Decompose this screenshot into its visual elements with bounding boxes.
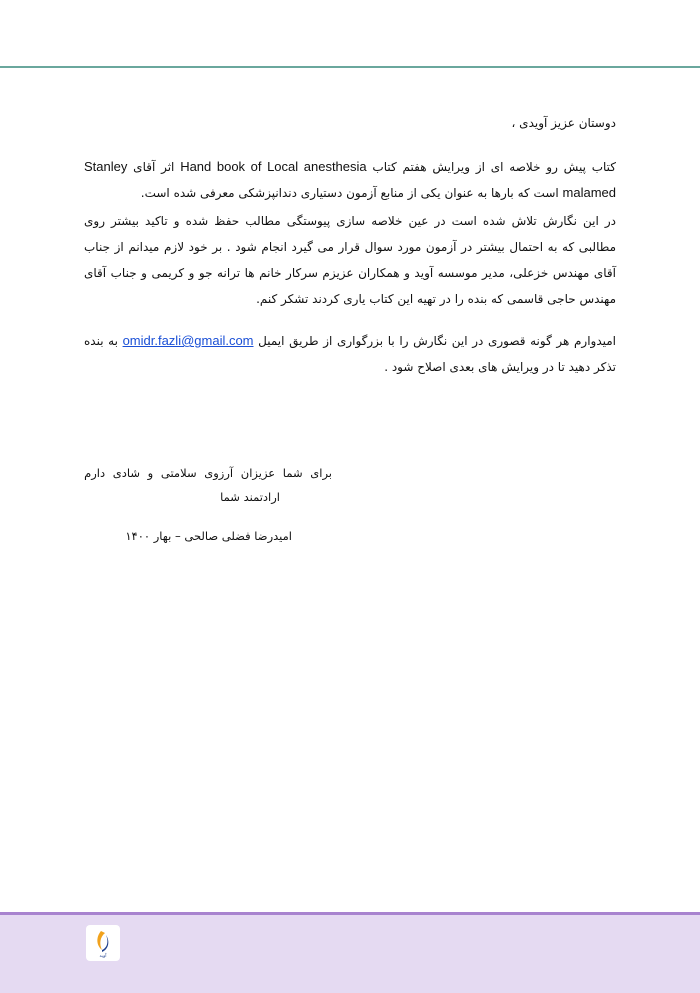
avid-logo-icon (86, 925, 120, 961)
logo-text: آوید (99, 954, 107, 959)
author-signature: امیدرضا فضلی صالحی – بهار ۱۴۰۰ (125, 529, 292, 543)
p3-lead: امیدوارم هر گونه قصوری در این نگارش را با بزرگواری از طریق ایمیل (253, 334, 616, 348)
header-rule (0, 66, 700, 68)
paragraph-feedback (84, 328, 616, 380)
p1-tail: است که بارها به عنوان یکی از منابع آزمون دستیاری دندانپزشکی معرفی شده است. (140, 186, 563, 200)
p3-tail: به بنده تذکر دهید تا در ویرایش های بعدی اصلاح شود . (84, 334, 616, 374)
avid-logo (86, 925, 120, 961)
letter-body (84, 110, 616, 380)
paragraph-acknowledgements: در این نگارش تلاش شده است در عین خلاصه سازی پیوستگی مطالب حفظ شده و تاکید بیشتر روی مطالبی که به احتمال بیشتر در آزمون مورد سوال قرار می گیرد انجام شود . بر خود لازم میدانم از جناب آقای مهندس خزعلی، مدیر موسسه آوید و همکاران عزیزم سرکار خانم ها ترانه جو و کریمی و جناب آقای مهندس حاجی قاسمی که بنده را در تهیه این کتاب یاری کردند تشکر کنم. (84, 214, 616, 306)
letter-greeting: دوستان عزیز آویدی ، (511, 116, 616, 130)
p1-mid: اثر آقای (127, 160, 181, 174)
closing-regards: ارادتمند شما (220, 490, 280, 504)
email-link[interactable]: omidr.fazli@gmail.com (122, 333, 254, 348)
paragraph-book-intro (84, 154, 616, 206)
p1-lead: کتاب پیش رو خلاصه ای از ویرایش هفتم کتاب (366, 160, 617, 174)
closing-wish: برای شما عزیزان آرزوی سلامتی و شادی دارم (84, 466, 332, 480)
book-title: Hand book of Local anesthesia (180, 159, 367, 174)
author-name: Stanley malamed (84, 159, 616, 200)
